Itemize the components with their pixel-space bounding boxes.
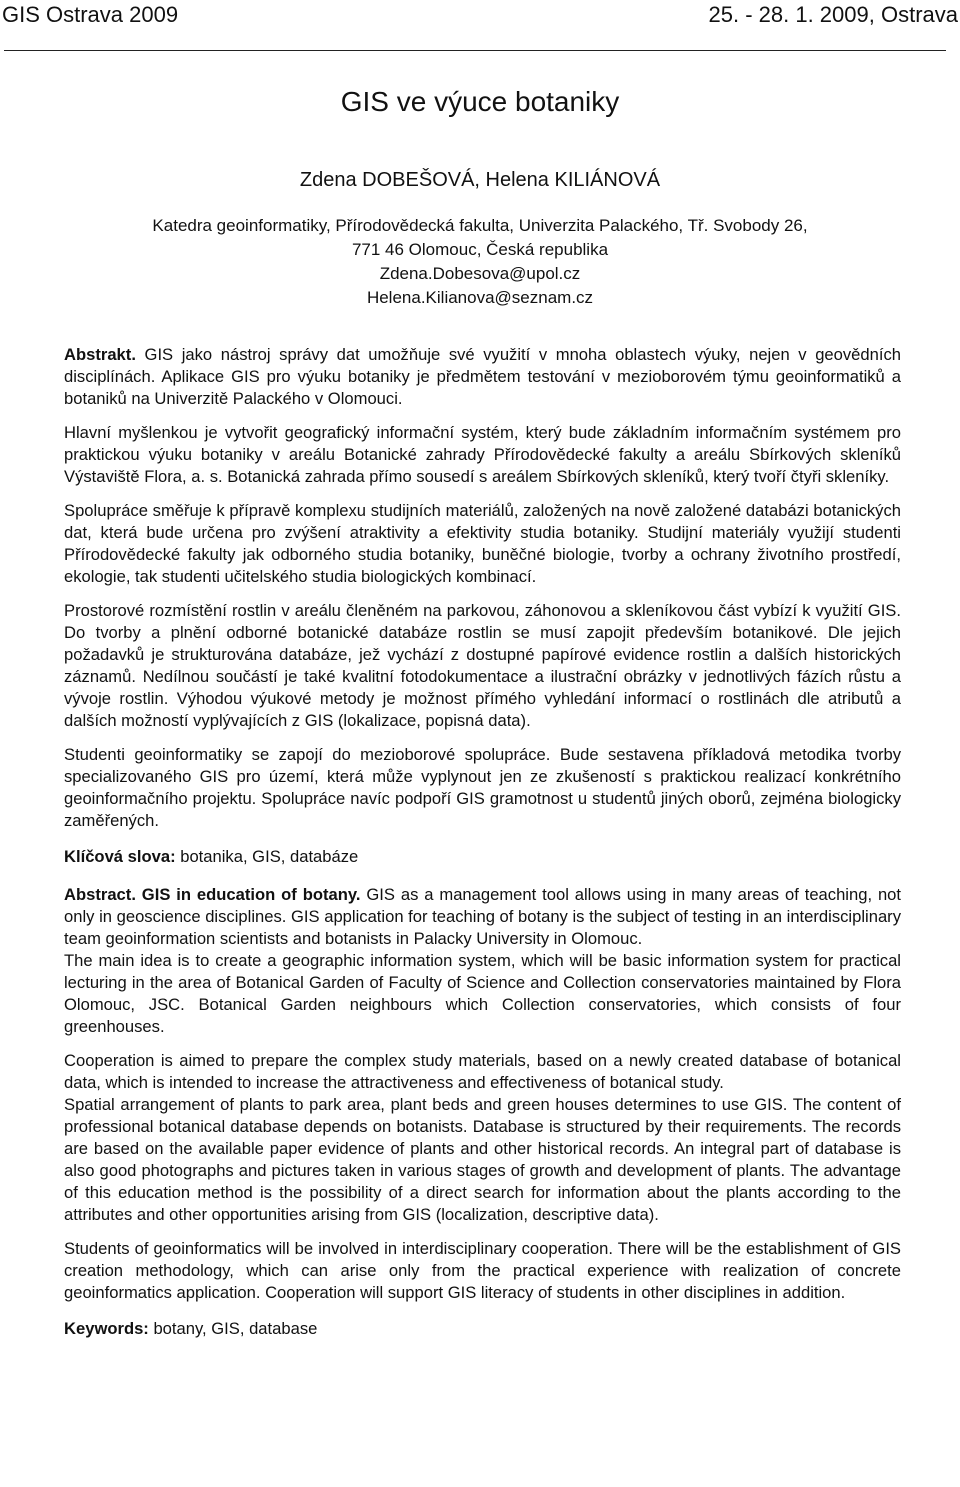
email-2: Helena.Kilianova@seznam.cz (366, 288, 594, 307)
en-paragraph-1: The main idea is to create a geographic information system, which will be basic information system for practical lecturing in the area of Botanical Garden of Faculty of Science and Collection conservatories maintained by Flora Olomouc, JSC. Botanical Garden neighbours which Collection conservatories, which consists of four greenhouses. (64, 951, 901, 1036)
affiliation-block (0, 214, 960, 310)
header-conference: GIS Ostrava 2009 (2, 2, 179, 27)
en-paragraph-4: Students of geoinformatics will be involved in interdisciplinary cooperation. There will be the establishment of GIS creation methodology, which can arise only from the practical experience with realization of concrete geoinformatics application. Cooperation will support GIS literacy of students in other disciplines in addition. (64, 1239, 901, 1302)
paper-body (64, 344, 901, 1340)
running-header (0, 0, 960, 36)
en-keywords-text: botany, GIS, database (148, 1319, 318, 1338)
cz-paragraph-4: Studenti geoinformatiky se zapojí do mezioborové spolupráce. Bude sestavena příkladová metodika tvorby specializovaného GIS pro území, která může vyplynout jen ze zkušeností s praktickou realizací konkrétního geoinformačního projektu. Spolupráce navíc podpoří GIS gramotnost u studentů jiných oborů, zejména biologicky zaměřených. (64, 745, 901, 830)
cz-paragraph-3: Prostorové rozmístění rostlin v areálu členěném na parkovou, záhonovou a skleníkovou část vybízí k využití GIS. Do tvorby a plnění odborné botanické databáze rostlin se musí zapojit především botanikové. Dle jejich požadavků je strukturována databáze, jež vychází z dostupné papírové evidence rostlin a dalších historických záznamů. Nedílnou součástí je také kvalitní fotodokumentace a ilustrační obrázky v jednotlivých fázích růstu a vývoje rostlin. Výhodou výukové metody je možnost přímého vyhledání informací o rostlinách dle atributů a dalších možností vyplývajících z GIS (lokalizace, popisná data). (64, 601, 901, 730)
cz-keywords (64, 846, 901, 868)
en-keywords (64, 1318, 901, 1340)
en-paragraph-2: Cooperation is aimed to prepare the complex study materials, based on a newly created database of botanical data, which is intended to increase the attractiveness and effectiveness of botanical study. (64, 1051, 901, 1092)
header-rule (4, 50, 946, 51)
cz-abstract-label: Abstrakt. (64, 345, 136, 364)
cz-keywords-text: botanika, GIS, databáze (175, 847, 359, 866)
affiliation-line-2: 771 46 Olomouc, Česká republika (351, 240, 609, 259)
cz-paragraph-2: Spolupráce směřuje k přípravě komplexu studijních materiálů, založených na nově založené databázi botanických dat, která bude určena pro zvýšení atraktivity a efektivity studia botaniky. Studijní materiály využijí studenti Přírodovědecké fakulty jak odborného studia botaniky, buněčné biologie, tvorby a ochrany životního prostředí, ekologie, tak studenti učitelského studia biologických kombinací. (64, 501, 901, 586)
en-abstract (64, 884, 901, 950)
cz-paragraph-1: Hlavní myšlenkou je vytvořit geografický informační systém, který bude základním informačním systémem pro praktickou výuku botaniky v areálu Botanické zahrady Přírodovědecké fakulty a areálu Sbírkových skleníků Výstaviště Flora, a. s. Botanická zahrada přímo sousedí s areálem Sbírkových skleníků, který tvoří čtyři skleníky. (64, 423, 901, 486)
en-abstract-text: GIS as a management tool allows using in many areas of teaching, not only in geoscience disciplines. GIS application for teaching of botany is the subject of testing in an interdisciplinary team geoinformation scientists and botanists in Palacky University in Olomouc. (64, 885, 902, 948)
en-abstract-label: Abstract. GIS in education of botany. (64, 885, 361, 904)
en-keywords-label: Keywords: (64, 1319, 149, 1338)
cz-keywords-label: Klíčová slova: (64, 847, 176, 866)
cz-abstract-text: GIS jako nástroj správy dat umožňuje své využití v mnoha oblastech výuky, nejen v geovědních disciplínách. Aplikace GIS pro výuku botaniky je předmětem testování v mezioborovém týmu geoinformatiků a botaniků na Univerzitě Palackého v Olomouci. (64, 345, 901, 408)
paper-authors: Zdena DOBEŠOVÁ, Helena KILIÁNOVÁ (299, 169, 661, 191)
email-1: Zdena.Dobesova@upol.cz (379, 264, 581, 283)
paper-title: GIS ve výuce botaniky (340, 86, 620, 117)
affiliation-line-1: Katedra geoinformatiky, Přírodovědecká fakulta, Univerzita Palackého, Tř. Svobody 26, (152, 216, 808, 235)
header-date-place: 25. - 28. 1. 2009, Ostrava (708, 2, 958, 27)
en-paragraph-3: Spatial arrangement of plants to park area, plant beds and green houses determines to use GIS. The content of professional botanical database depends on botanists. Database is structured by their requirements. The records are based on the available paper evidence of plants and other historical records. An integral part of database is also good photographs and pictures taken in various stages of growth and development of plants. The advantage of this education method is the possibility of a direct search for information about the plants according to the attributes and other opportunities arising from GIS (localization, descriptive data). (64, 1095, 901, 1224)
cz-abstract (64, 344, 901, 410)
